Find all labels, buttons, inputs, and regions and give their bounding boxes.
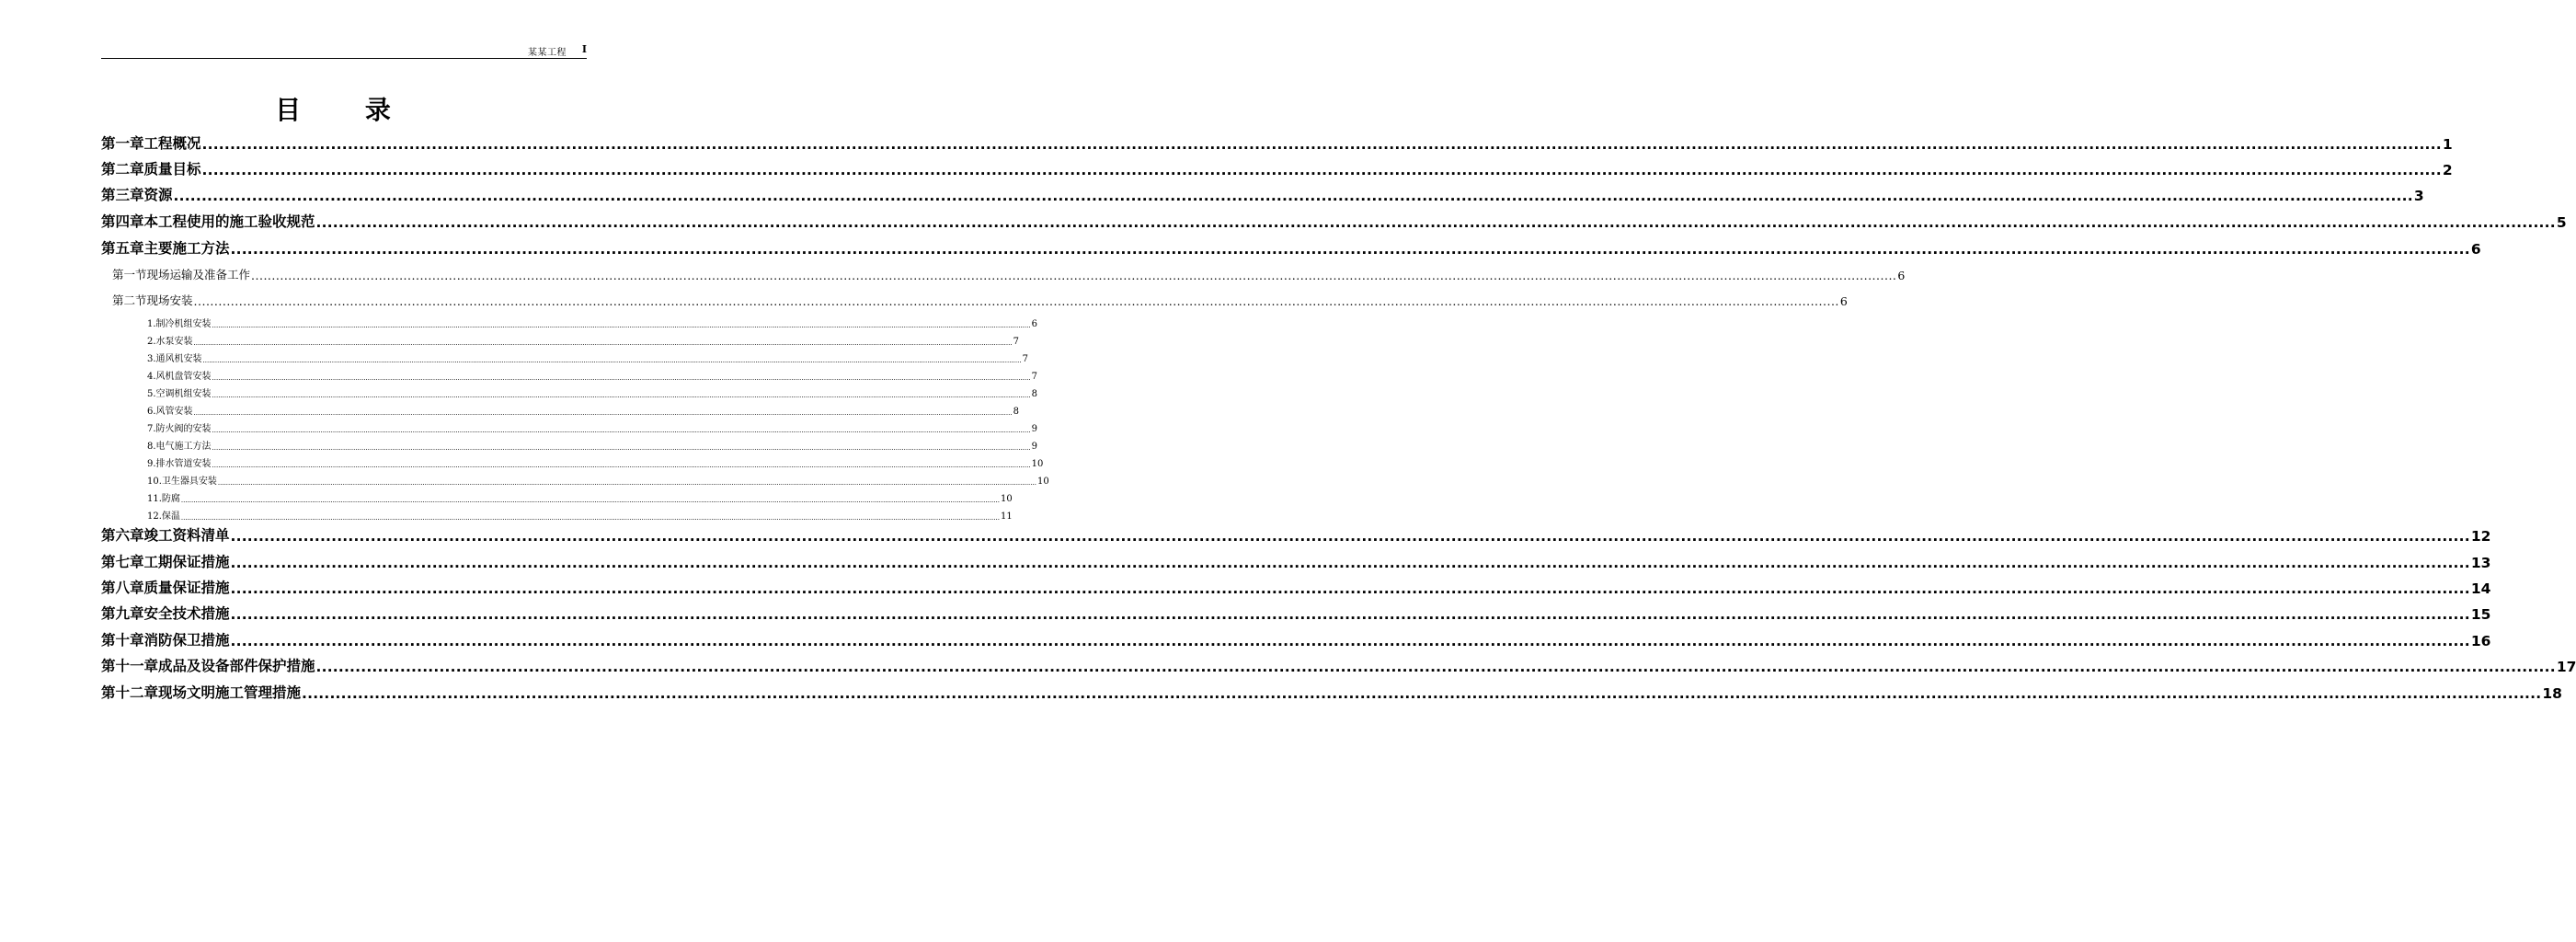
dot-leader: ................................................................................................................................................................................................................................................................................................................................................................................................................ (193, 294, 1839, 308)
toc-entry-page: 5 (2556, 214, 2567, 231)
toc-entry-page: 7 (1013, 337, 1019, 347)
toc-entry-chapter[interactable] (101, 631, 2491, 649)
toc-entry-page: 6 (1839, 294, 1848, 308)
toc-entry-chapter[interactable] (101, 186, 2424, 204)
toc-entry-number: 第五章 (101, 240, 144, 257)
toc-entry-title: 主要施工方法 (143, 240, 230, 257)
toc-entry-item[interactable] (147, 387, 1037, 399)
toc-entry-title: 保温 (161, 511, 180, 522)
toc-entry-chapter[interactable] (101, 684, 2562, 702)
toc-entry-number: 第十二章 (101, 684, 159, 701)
dot-leader: ................................................................................................................................................................................................................................................................................................................................................................................................................ (180, 497, 1000, 504)
toc-entry-page: 6 (1897, 269, 1906, 282)
toc-entry-page: 1 (2442, 136, 2453, 153)
toc-entry-page: 6 (2470, 241, 2481, 258)
toc-entry-number: 12. (147, 511, 162, 522)
toc-entry-number: 第十章 (101, 632, 144, 649)
toc-entry-title: 资源 (143, 187, 173, 203)
toc-entry-page: 9 (1031, 424, 1037, 434)
toc-entry-number: 第一节 (112, 268, 147, 281)
toc-entry-title: 现场文明施工管理措施 (158, 684, 302, 701)
toc-entry-page: 18 (2542, 685, 2562, 702)
toc-entry-item[interactable] (147, 335, 1019, 347)
dot-leader: ................................................................................................................................................................................................................................................................................................................................................................................................................ (315, 659, 2556, 675)
toc-entry-title: 通风机安装 (155, 354, 202, 364)
toc-entry-page: 8 (1013, 407, 1019, 417)
toc-entry-item[interactable] (147, 475, 1049, 487)
dot-leader: ................................................................................................................................................................................................................................................................................................................................................................................................................ (230, 528, 2470, 545)
toc-entry-title: 消防保卫措施 (143, 632, 230, 649)
toc-entry-page: 8 (1031, 389, 1037, 399)
dot-leader: ................................................................................................................................................................................................................................................................................................................................................................................................................ (217, 479, 1036, 487)
toc-entry-title: 防腐 (161, 494, 180, 504)
toc-entry-item[interactable] (147, 405, 1019, 417)
toc-entry-title: 本工程使用的施工验收规范 (143, 213, 315, 230)
dot-leader: ................................................................................................................................................................................................................................................................................................................................................................................................................ (212, 374, 1031, 382)
toc-entry-chapter[interactable] (101, 579, 2491, 597)
toc-entry-title: 质量目标 (143, 161, 201, 178)
toc-entry-page: 15 (2470, 606, 2491, 623)
toc-entry-page: 3 (2413, 188, 2424, 204)
toc-entry-page: 2 (2442, 162, 2453, 178)
toc-entry-chapter[interactable] (101, 657, 2576, 675)
toc-entry-title: 现场运输及准备工作 (146, 268, 251, 281)
toc-entry-page: 7 (1031, 372, 1037, 382)
toc-entry-number: 第十一章 (101, 658, 159, 674)
toc-entry-title: 卫生器具安装 (161, 477, 217, 487)
toc-entry-title: 工程概况 (143, 135, 201, 152)
toc-entry-title: 水泵安装 (155, 337, 193, 347)
dot-leader: ................................................................................................................................................................................................................................................................................................................................................................................................................ (201, 136, 2442, 153)
toc-entry-number: 第七章 (101, 554, 144, 570)
toc-entry-number: 7. (147, 424, 156, 434)
toc-entry-title: 空调机组安装 (155, 389, 212, 399)
toc-entry-number: 1. (147, 319, 156, 329)
dot-leader: ................................................................................................................................................................................................................................................................................................................................................................................................................ (212, 427, 1031, 434)
dot-leader: ................................................................................................................................................................................................................................................................................................................................................................................................................ (230, 580, 2470, 597)
toc-entry-number: 第二章 (101, 161, 144, 178)
dot-leader: ................................................................................................................................................................................................................................................................................................................................................................................................................ (201, 162, 2442, 178)
dot-leader: ................................................................................................................................................................................................................................................................................................................................................................................................................ (180, 514, 1000, 522)
toc-entry-number: 8. (147, 442, 156, 452)
dot-leader: ................................................................................................................................................................................................................................................................................................................................................................................................................ (230, 633, 2470, 649)
toc-entry-chapter[interactable] (101, 604, 2491, 623)
toc-entry-number: 10. (147, 477, 162, 487)
toc-entry-number: 2. (147, 337, 156, 347)
toc-entry-item[interactable] (147, 352, 1028, 364)
toc-entry-chapter[interactable] (101, 134, 2453, 153)
toc-entry-title: 风管安装 (155, 407, 193, 417)
toc-entry-page: 6 (1031, 319, 1037, 329)
toc-entry-title: 排水管道安装 (155, 459, 212, 469)
toc-entry-number: 第一章 (101, 135, 144, 152)
toc-entry-page: 9 (1031, 442, 1037, 452)
toc-entry-number: 6. (147, 407, 156, 417)
toc-entry-page: 10 (1036, 477, 1049, 487)
toc-entry-page: 13 (2470, 555, 2491, 571)
dot-leader: ................................................................................................................................................................................................................................................................................................................................................................................................................ (212, 322, 1031, 329)
toc-entry-page: 10 (1000, 494, 1013, 504)
toc-entry-number: 5. (147, 389, 156, 399)
toc-entry-chapter[interactable] (101, 239, 2481, 258)
header-title: 某某工程 (528, 48, 567, 58)
toc-entry-number: 第八章 (101, 580, 144, 596)
toc-entry-page: 11 (1000, 511, 1013, 522)
toc-entry-section[interactable] (112, 267, 1906, 282)
dot-leader: ................................................................................................................................................................................................................................................................................................................................................................................................................ (230, 606, 2470, 623)
toc-entry-item[interactable] (147, 440, 1037, 452)
toc-entry-item[interactable] (147, 457, 1044, 469)
toc-entry-title: 质量保证措施 (143, 580, 230, 596)
dot-leader: ................................................................................................................................................................................................................................................................................................................................................................................................................ (230, 241, 2470, 258)
toc-entry-title: 防火阀的安装 (155, 424, 212, 434)
dot-leader: ................................................................................................................................................................................................................................................................................................................................................................................................................ (251, 269, 1897, 282)
header-page-number: I (581, 43, 587, 55)
toc-entry-item[interactable] (147, 422, 1037, 434)
toc-entry-number: 3. (147, 354, 156, 364)
toc-entry-title: 现场安装 (146, 293, 193, 307)
toc-entry-chapter[interactable] (101, 526, 2491, 545)
dot-leader: ................................................................................................................................................................................................................................................................................................................................................................................................................ (212, 444, 1031, 452)
toc-entry-chapter[interactable] (101, 213, 2567, 231)
toc-entry-page: 12 (2470, 528, 2491, 545)
toc-entry-number: 第六章 (101, 527, 144, 544)
dot-leader: ................................................................................................................................................................................................................................................................................................................................................................................................................ (212, 462, 1031, 469)
toc-entry-title: 风机盘管安装 (155, 372, 212, 382)
toc-entry-number: 第二节 (112, 293, 147, 307)
dot-leader: ................................................................................................................................................................................................................................................................................................................................................................................................................ (202, 357, 1022, 364)
toc-entry-number: 第九章 (101, 605, 144, 622)
toc-entry-page: 14 (2470, 580, 2491, 597)
toc-entry-number: 第四章 (101, 213, 144, 230)
dot-leader: ................................................................................................................................................................................................................................................................................................................................................................................................................ (193, 339, 1013, 347)
toc-entry-page: 17 (2556, 659, 2576, 675)
toc-entry-title: 竣工资料清单 (143, 527, 230, 544)
page-header (101, 42, 587, 59)
toc-entry-number: 9. (147, 459, 156, 469)
toc-entry-title: 成品及设备部件保护措施 (158, 658, 315, 674)
toc-entry-chapter[interactable] (101, 553, 2491, 571)
toc-entry-item[interactable] (147, 492, 1013, 504)
dot-leader: ................................................................................................................................................................................................................................................................................................................................................................................................................ (212, 392, 1031, 399)
toc-entry-title: 制冷机组安装 (155, 319, 212, 329)
toc-entry-page: 16 (2470, 633, 2491, 649)
toc-entry-item[interactable] (147, 510, 1013, 522)
dot-leader: ................................................................................................................................................................................................................................................................................................................................................................................................................ (302, 685, 2542, 702)
toc-entry-page: 10 (1031, 459, 1044, 469)
toc-entry-section[interactable] (112, 293, 1848, 308)
toc-entry-title: 安全技术措施 (143, 605, 230, 622)
toc-entry-number: 4. (147, 372, 156, 382)
toc-entry-item[interactable] (147, 370, 1037, 382)
dot-leader: ................................................................................................................................................................................................................................................................................................................................................................................................................ (230, 555, 2470, 571)
dot-leader: ................................................................................................................................................................................................................................................................................................................................................................................................................ (193, 409, 1013, 417)
dot-leader: ................................................................................................................................................................................................................................................................................................................................................................................................................ (315, 214, 2556, 231)
page-title: 目 录 (275, 95, 418, 125)
toc-entry-chapter[interactable] (101, 160, 2453, 178)
toc-entry-number: 第三章 (101, 187, 144, 203)
toc-entry-title: 工期保证措施 (143, 554, 230, 570)
toc-entry-item[interactable] (147, 317, 1037, 329)
toc-entry-number: 11. (147, 494, 162, 504)
toc-entry-page: 7 (1022, 354, 1028, 364)
toc-entry-title: 电气施工方法 (155, 442, 212, 452)
dot-leader: ................................................................................................................................................................................................................................................................................................................................................................................................................ (173, 188, 2413, 204)
